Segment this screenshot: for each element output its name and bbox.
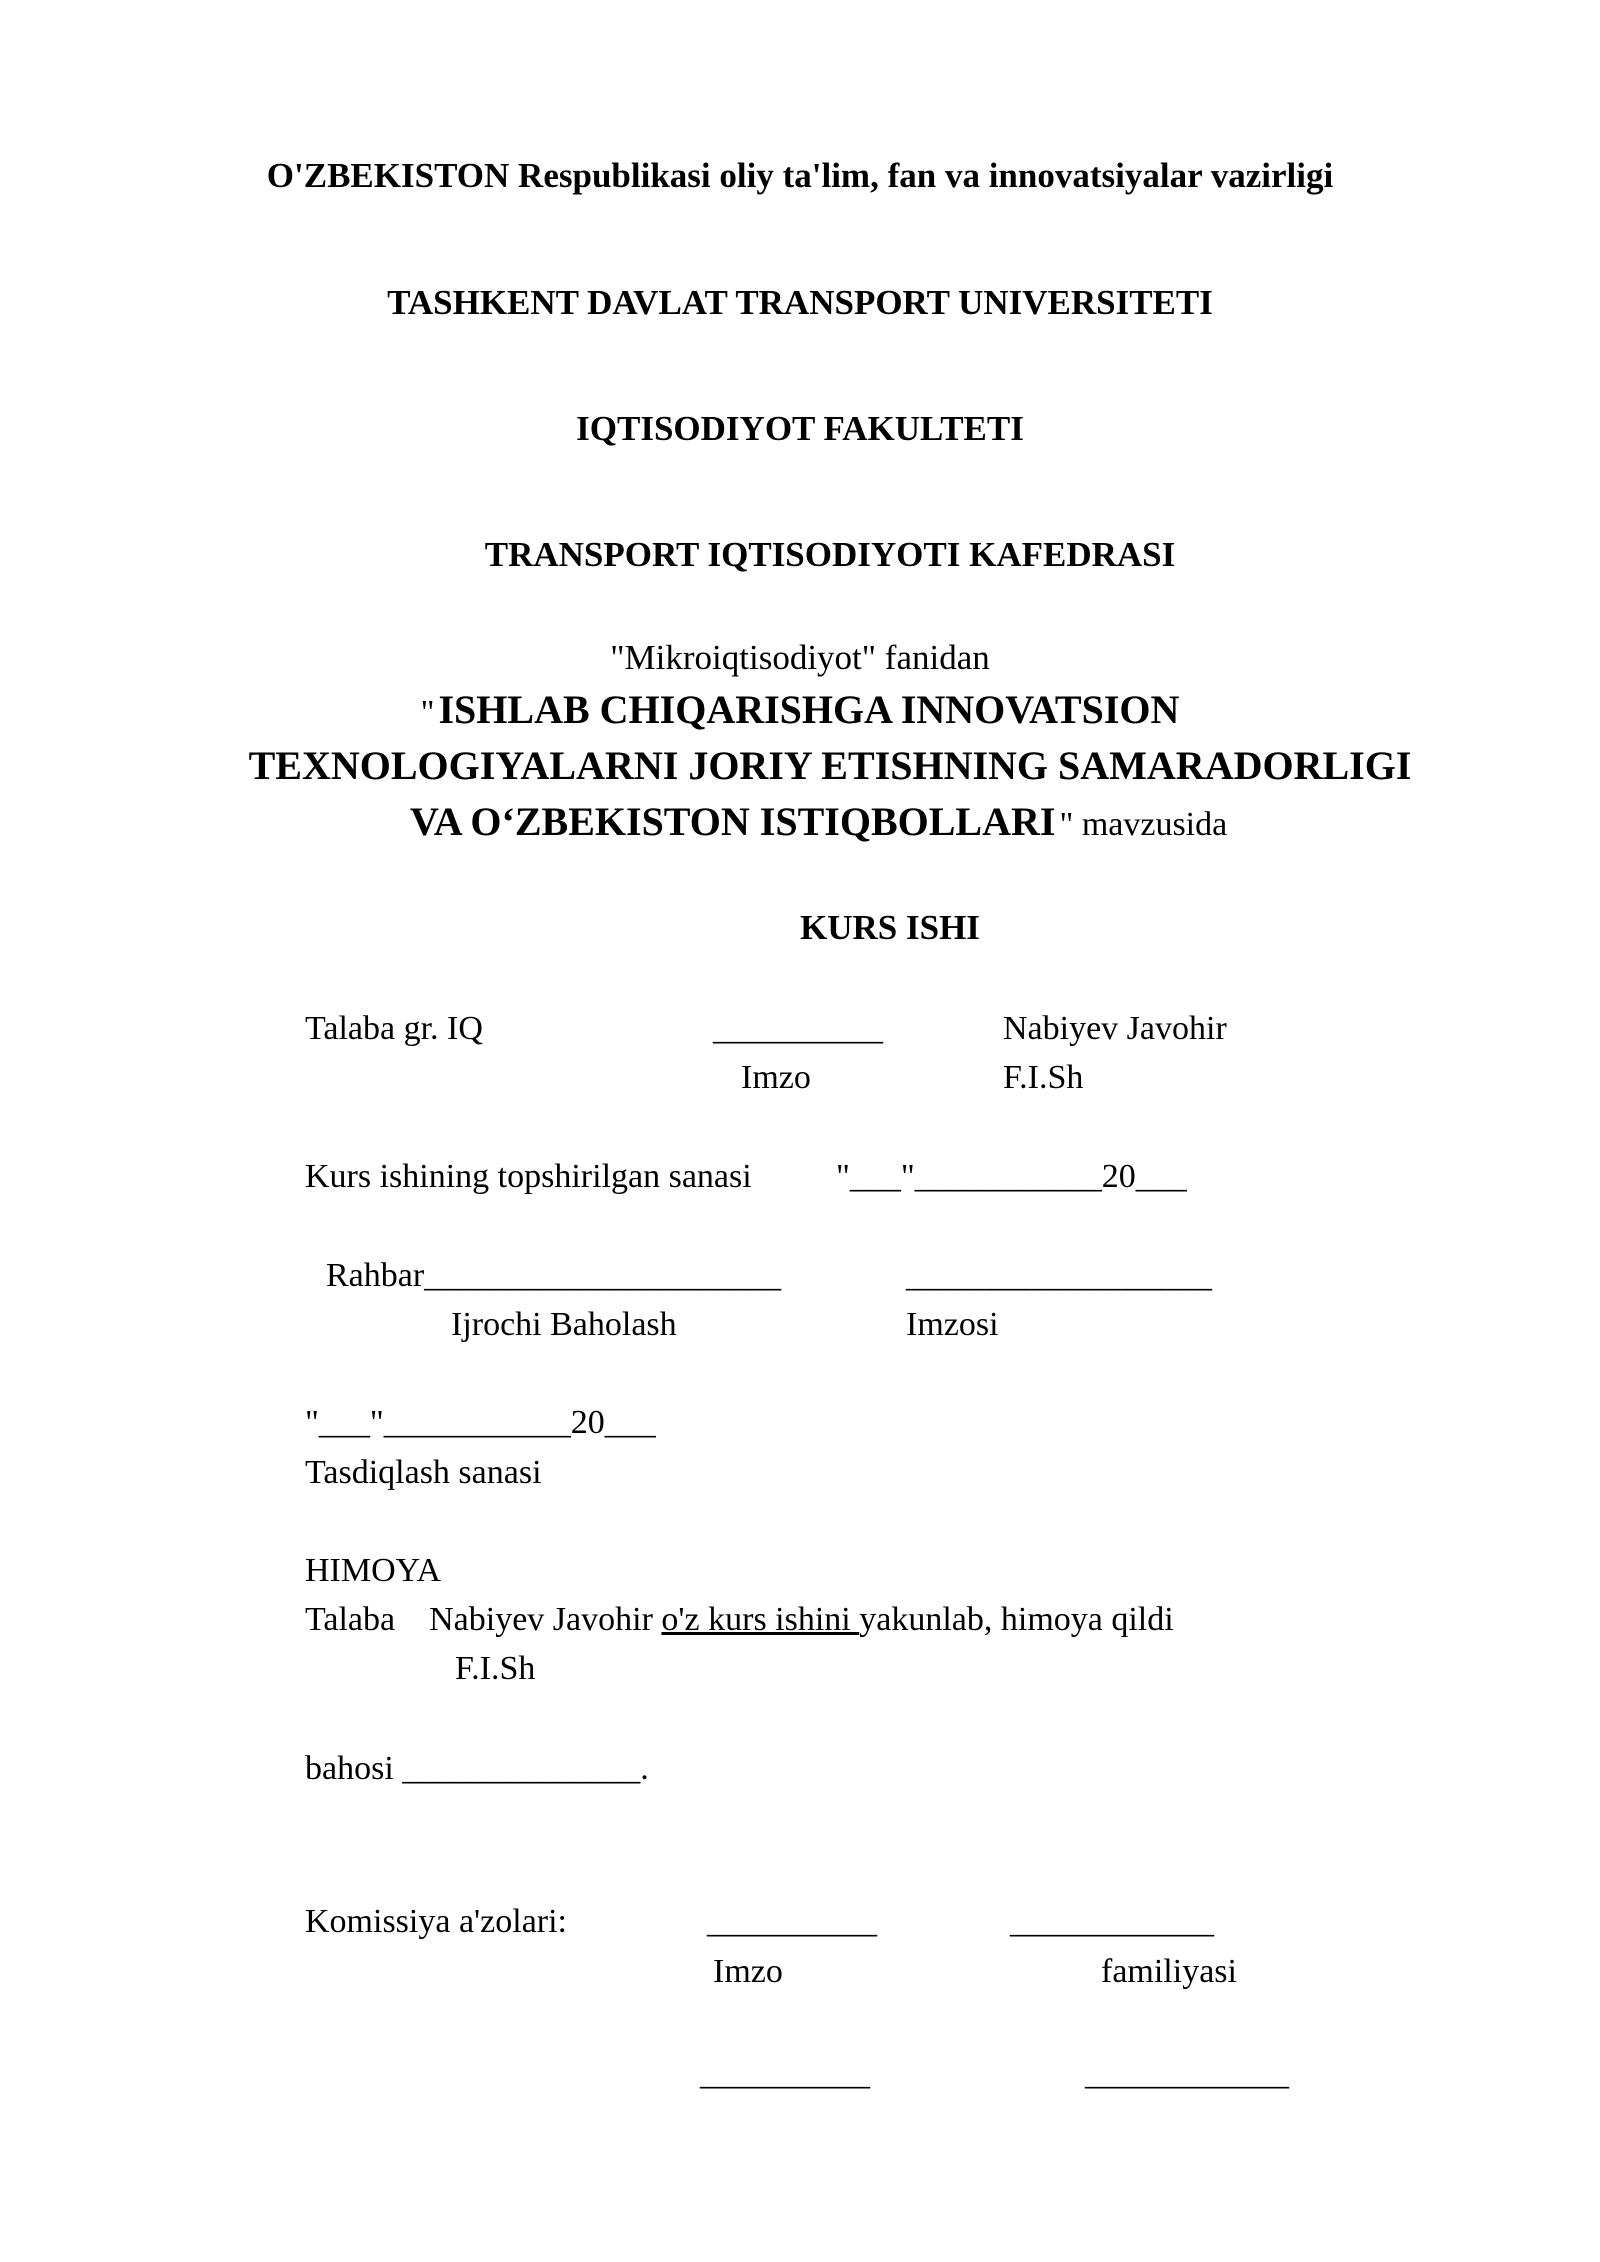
commission-name-caption: familiyasi	[1101, 1953, 1237, 1990]
topic-line-2: TEXNOLOGIYALARNI JORIY ETISHNING SAMARADORLIGI	[248, 743, 1412, 788]
defense-underlined-text: o'z kurs ishini	[661, 1601, 860, 1638]
university-title: TASHKENT DAVLAT TRANSPORT UNIVERSITETI	[387, 283, 1213, 322]
student-signature-caption: Imzo	[741, 1059, 811, 1096]
commission-signature-blank-1: __________	[707, 1903, 877, 1940]
student-signature-blank: __________	[713, 1010, 883, 1047]
ministry-title: O'ZBEKISTON Respublikasi oliy ta'lim, fan va innovatsiyalar vazirligi	[266, 156, 1334, 195]
submission-label: Kurs ishining topshirilgan sanasi	[305, 1158, 752, 1195]
defense-student-label: Talaba	[305, 1601, 396, 1638]
supervisor-caption-left: Ijrochi Baholash	[451, 1306, 677, 1343]
commission-signature-blank-2: __________	[700, 2055, 870, 2092]
topic-line-1	[0, 687, 1600, 732]
defense-completion: yakunlab, himoya qildi	[859, 1601, 1174, 1638]
student-name: Nabiyev Javohir	[1003, 1010, 1227, 1047]
subject-line: "Mikroiqtisodiyot" fanidan	[610, 638, 990, 677]
defense-title: HIMOYA	[305, 1552, 441, 1589]
approval-label: Tasdiqlash sanasi	[305, 1454, 542, 1491]
student-name-caption: F.I.Sh	[1003, 1059, 1084, 1096]
defense-name-caption: F.I.Sh	[455, 1650, 536, 1687]
supervisor-label: Rahbar_____________________	[326, 1257, 782, 1294]
topic-open-quote: "	[420, 694, 435, 731]
commission-label: Komissiya a'zolari:	[305, 1903, 568, 1940]
topic-suffix: " mavzusida	[1059, 806, 1228, 843]
department-title: TRANSPORT IQTISODIYOTI KAFEDRASI	[484, 535, 1176, 574]
supervisor-caption-right: Imzosi	[906, 1306, 999, 1343]
grade-line: bahosi ______________.	[305, 1750, 649, 1787]
approval-date-blank: "___"___________20___	[305, 1404, 656, 1441]
defense-line	[305, 1603, 1174, 1637]
commission-name-blank-2: ____________	[1085, 2055, 1289, 2092]
defense-student-name: Nabiyev Javohir	[429, 1601, 653, 1638]
student-label: Talaba gr. IQ	[305, 1010, 483, 1047]
commission-name-blank-1: ____________	[1010, 1903, 1214, 1940]
commission-signature-caption: Imzo	[713, 1953, 783, 1990]
topic-line-3	[410, 799, 1228, 844]
topic-line-3-text: VA O‘ZBEKISTON ISTIQBOLLARI	[410, 799, 1056, 844]
work-type-title: KURS ISHI	[800, 908, 980, 947]
submission-date-blank: "___"___________20___	[836, 1158, 1187, 1195]
faculty-title: IQTISODIYOT FAKULTETI	[576, 409, 1024, 448]
supervisor-signature-blank: __________________	[906, 1257, 1212, 1294]
topic-line-1-text: ISHLAB CHIQARISHGA INNOVATSION	[438, 687, 1180, 732]
